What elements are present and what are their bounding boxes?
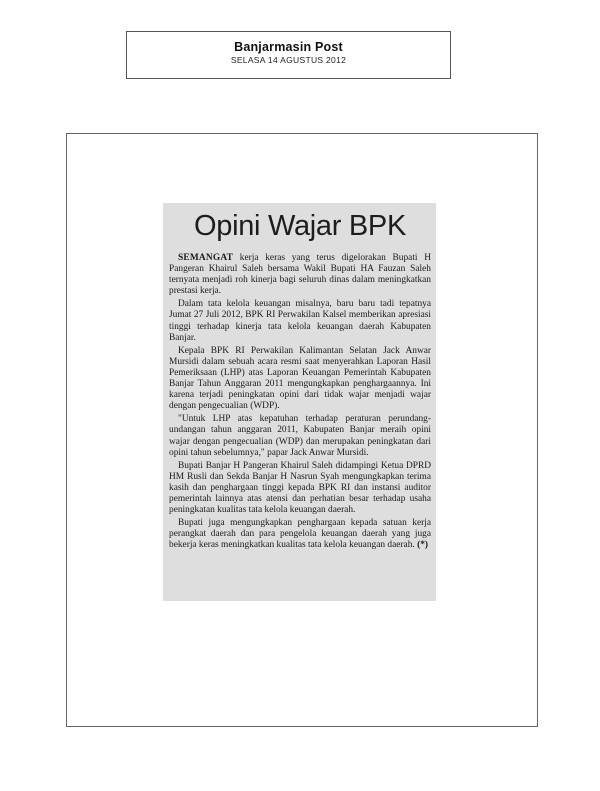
article-paragraph-3: Kepala BPK RI Perwakilan Kalimantan Selatan Jack Anwar Mursidi dalam sebuah acara resmi saat menyerahkan Laporan Hasil Pemeriksaan (LHP) atas Laporan Keuangan Pemerintah Kabupaten Banjar Tahun Anggaran 2011 mengungkapkan penghargaannya. Ini karena terjadi peningkatan opini dari tidak wajar menjadi wajar dengan pengecualian (WDP). <box>169 345 431 412</box>
publication-date: SELASA 14 AGUSTUS 2012 <box>230 55 347 65</box>
lead-word: SEMANGAT <box>178 253 234 263</box>
article-title: Opini Wajar BPK <box>194 210 406 242</box>
newspaper-name: Banjarmasin Post <box>234 40 343 54</box>
article-clipping <box>163 203 436 601</box>
article-paragraph-2: Dalam tata kelola keuangan misalnya, baru baru tadi tepatnya Jumat 27 Juli 2012, BPK RI Perwakilan Kalsel memberikan apresiasi tinggi terhadap kinerja tata kelola keuangan daerah Kabupaten Banjar. <box>169 299 431 343</box>
paragraph-6-text: Bupati juga mengungkapkan penghargaan kepada satuan kerja perangkat daerah dan para pengelola keuangan daerah yang juga bekerja keras meningkatkan kualitas tata kelola keuangan daerah. <box>169 518 431 551</box>
article-paragraph-4: "Untuk LHP atas kepatuhan terhadap peraturan perundang-undangan tahun anggaran 2011, Kabupaten Banjar meraih opini wajar dengan pengecualian (WDP) dan merupakan peningkatan dari opini tahun sebelumnya," papar Jack Anwar Mursidi. <box>169 414 431 458</box>
article-paragraph-1 <box>169 253 431 297</box>
newspaper-header <box>126 31 451 79</box>
article-paragraph-6 <box>169 518 431 551</box>
end-mark: (*) <box>417 540 429 551</box>
article-paragraph-5: Bupati Banjar H Pangeran Khairul Saleh didampingi Ketua DPRD HM Rusli dan Sekda Banjar H Nasrun Syah mengungkapkan terima kasih dan penghargaan tinggi kepada BPK RI dan instansi auditor pemerintah lainnya atas atensi dan perhatian besar terhadap usaha peningkatan kualitas tata kelola keuangan daerah. <box>169 460 431 516</box>
paragraph-1-text: kerja keras yang terus digelorakan Bupati H Pangeran Khairul Saleh bersama Wakil Bupati HA Fauzan Saleh ternyata menjadi roh kinerja bagi seluruh dinas dalam meningkatkan prestasi kerja. <box>169 253 431 297</box>
